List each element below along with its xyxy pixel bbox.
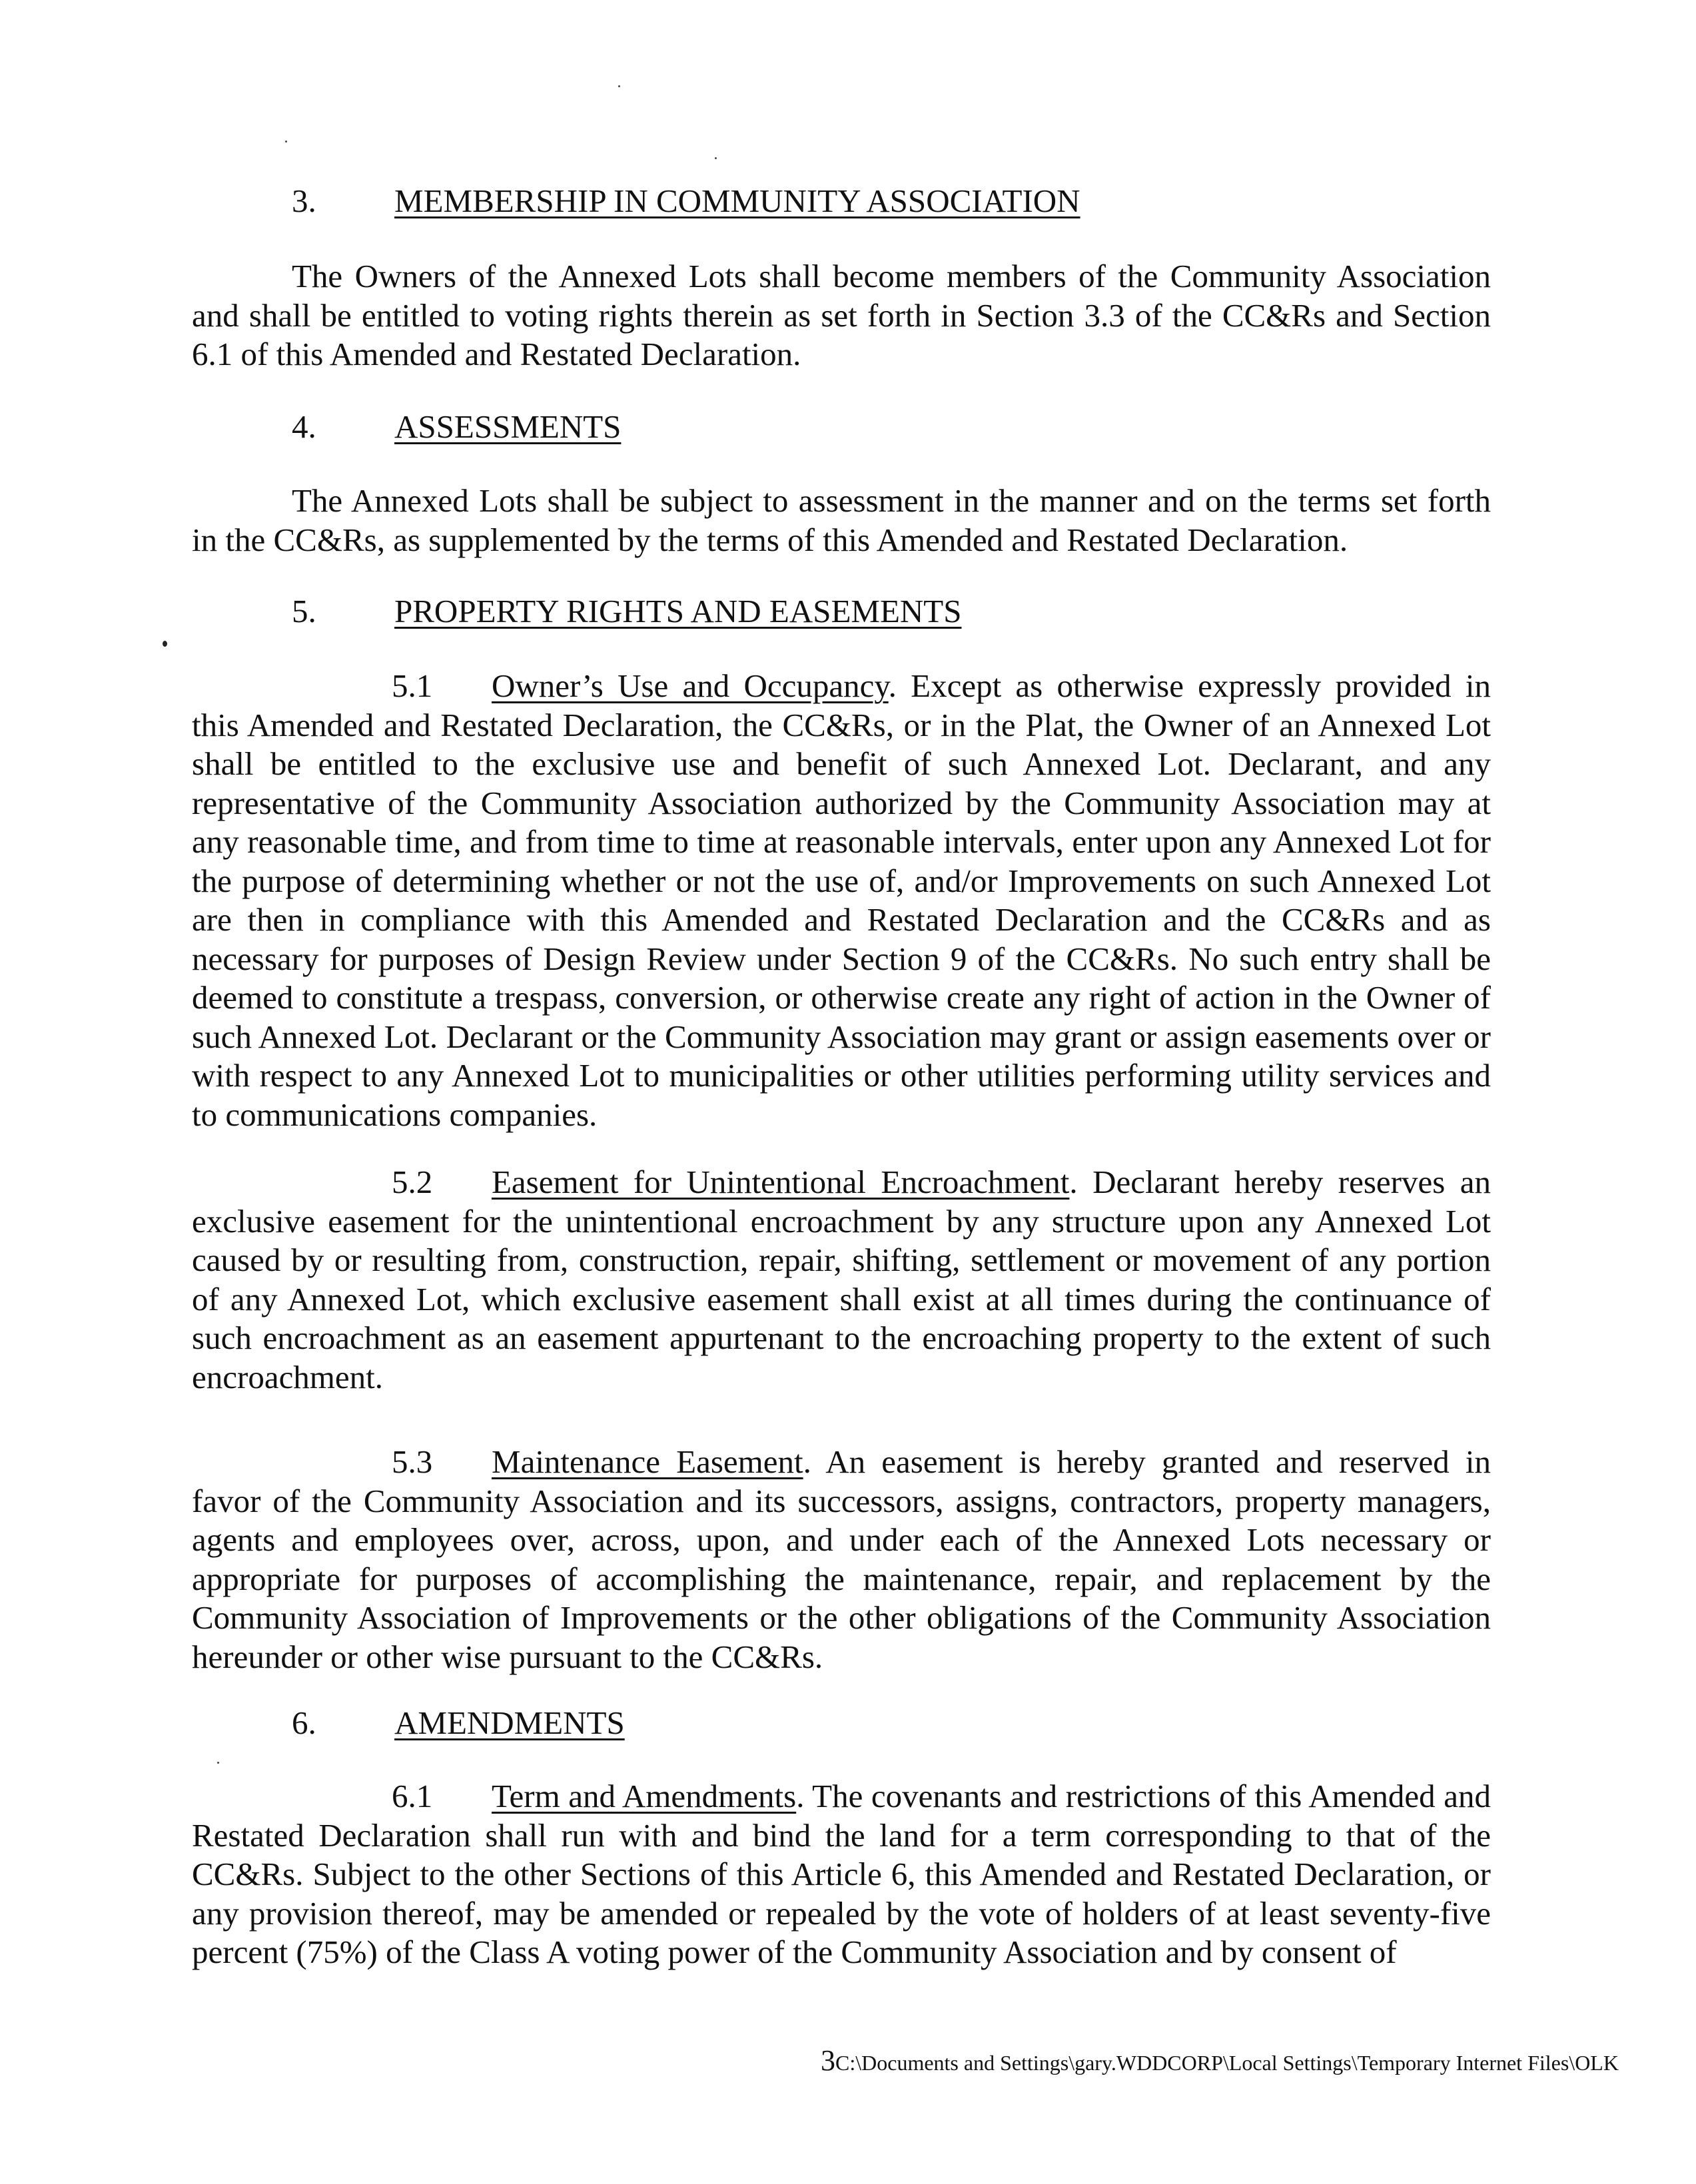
scan-speck — [285, 141, 287, 143]
scan-speck — [618, 85, 620, 87]
section-6-heading — [292, 1703, 625, 1743]
section-title: ASSESSMENTS — [394, 408, 622, 445]
page-number: 3 — [821, 2046, 835, 2077]
section-title: MEMBERSHIP IN COMMUNITY ASSOCIATION — [394, 182, 1080, 219]
file-path: C:\Documents and Settings\gary.WDDCORP\Local Settings\Temporary Internet Files\OLK — [835, 2051, 1619, 2075]
subsection-5-3-paragraph — [192, 1443, 1491, 1676]
subsection-number: 5.3 — [392, 1443, 433, 1480]
section-number: 6. — [292, 1704, 316, 1741]
subsection-title: Maintenance Easement — [492, 1443, 803, 1480]
section-number: 5. — [292, 593, 316, 629]
subsection-number: 6.1 — [392, 1778, 433, 1814]
subsection-text: . Except as otherwise expressly provided in this Amended and Restated Declaration, the CC&Rs, or in the Plat, the Owner of an Annexed Lot shall be entitled to the exclusive use and benefit of such Annexed Lot. Declarant, and any representative of the Community Association authorized by the Community Association may at any reasonable time, and from time to time at reasonable intervals, enter upon any Annexed Lot for the purpose of determining whether or not the use of, and/or Improvements on such Annexed Lot are then in compliance with this Amended and Restated Declaration and the CC&Rs and as necessary for purposes of Design Review under Section 9 of the CC&Rs. No such entry shall be deemed to constitute a trespass, conversion, or otherwise create any right of action in the Owner of such Annexed Lot. Declarant or the Community Association may grant or assign easements over or with respect to any Annexed Lot to municipalities or other utilities performing utility services and to communications companies. — [192, 667, 1491, 1133]
subsection-text: . The covenants and restrictions of this Amended and Restated Declaration shall run with and bind the land for a term corresponding to that of the CC&Rs. Subject to the other Sections of this Article 6, this Amended and Restated Declaration, or any provision thereof, may be amended or repealed by the vote of holders of at least seventy-five percent (75%) of the Class A voting power of the Community Association and by consent of — [192, 1778, 1491, 1970]
section-3-heading — [292, 181, 1080, 221]
page-footer — [821, 2046, 1680, 2077]
scan-speck — [217, 1762, 219, 1764]
section-number: 3. — [292, 182, 316, 219]
section-4-heading — [292, 407, 621, 447]
subsection-number: 5.1 — [392, 667, 433, 704]
section-3-paragraph: The Owners of the Annexed Lots shall become members of the Community Association and shall be entitled to voting rights therein as set forth in Section 3.3 of the CC&Rs and Section 6.1 of this Amended and Restated Declaration. — [192, 258, 1491, 372]
subsection-number: 5.2 — [392, 1164, 433, 1200]
scan-speck — [715, 157, 717, 159]
subsection-title: Easement for Unintentional Encroachment — [492, 1164, 1070, 1200]
subsection-text: . Declarant hereby reserves an exclusive easement for the unintentional encroachment by any structure upon any Annexed Lot caused by or resulting from, construction, repair, shifting, settlement or movement of any portion of any Annexed Lot, which exclusive easement shall exist at all times during the continuance of such encroachment as an easement appurtenant to the encroaching property to the extent of such encroachment. — [192, 1164, 1491, 1395]
section-5-heading — [292, 591, 961, 631]
subsection-text: . An easement is hereby granted and reserved in favor of the Community Association and its successors, assigns, contractors, property managers, agents and employees over, across, upon, and under each of the Annexed Lots necessary or appropriate for purposes of accomplishing the maintenance, repair, and replacement by the Community Association of Improvements or the other obligations of the Community Association hereunder or other wise pursuant to the CC&Rs. — [192, 1443, 1491, 1675]
section-title: AMENDMENTS — [394, 1704, 625, 1741]
subsection-title: Term and Amendments — [492, 1778, 797, 1814]
section-4-paragraph: The Annexed Lots shall be subject to assessment in the manner and on the terms set forth in the CC&Rs, as supplemented by the terms of this Amended and Restated Declaration. — [192, 482, 1491, 558]
subsection-title: Owner’s Use and Occupancy — [492, 667, 889, 704]
subsection-6-1-paragraph — [192, 1777, 1491, 1972]
subsection-5-1-paragraph — [192, 667, 1491, 1134]
section-number: 4. — [292, 408, 316, 445]
subsection-5-2-paragraph — [192, 1163, 1491, 1397]
scan-speck — [163, 641, 167, 647]
section-title: PROPERTY RIGHTS AND EASEMENTS — [394, 593, 962, 629]
